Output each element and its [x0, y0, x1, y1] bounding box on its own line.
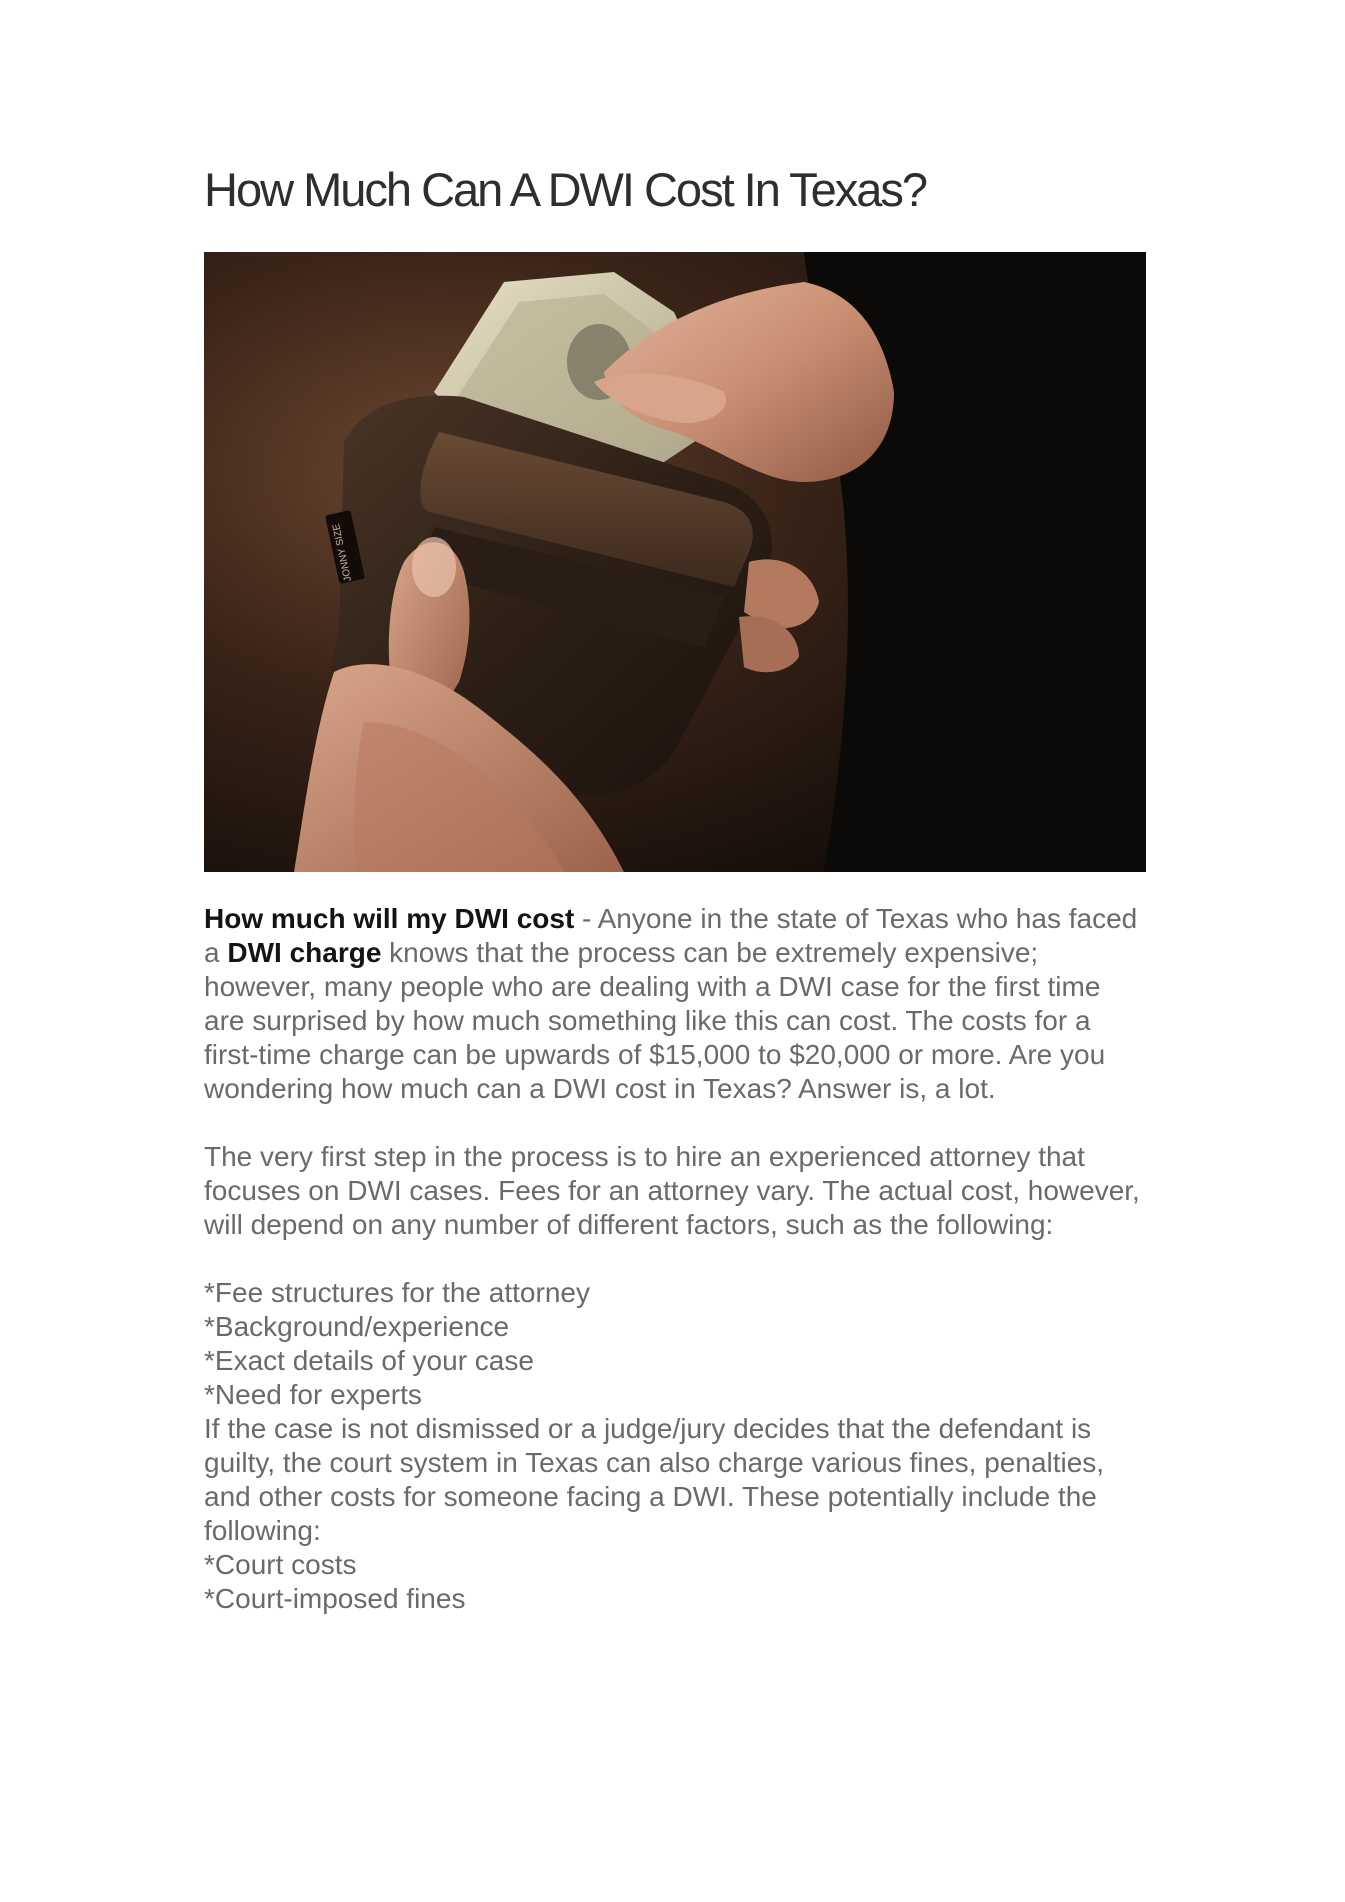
- dwi-charge-link[interactable]: DWI charge: [227, 937, 382, 968]
- list-item: *Need for experts: [204, 1379, 422, 1410]
- list-item: *Fee structures for the attorney: [204, 1277, 590, 1308]
- intro-separator: - Anyone in the state of Texas who has faced a: [204, 903, 1138, 968]
- list-item: *Background/experience: [204, 1311, 510, 1342]
- court-paragraph: If the case is not dismissed or a judge/jury decides that the defendant is guilty, the court system in Texas can also charge various fines, penalties, and other costs for someone facing a DWI. These potentially include the following:: [204, 1413, 1105, 1546]
- article-body: [204, 902, 1144, 1616]
- list-item: *Court-imposed fines: [204, 1583, 466, 1614]
- attorney-paragraph: The very first step in the process is to hire an experienced attorney that focuses on DWI cases. Fees for an attorney vary. The actual cost, however, will depend on any number of different factors, such as the following:: [204, 1141, 1140, 1240]
- list-item: *Court costs: [204, 1549, 357, 1580]
- factors-list: [204, 1276, 1144, 1616]
- wallet-tag-label: JONNY SIZE: [331, 522, 355, 583]
- intro-rest: knows that the process can be extremely expensive; however, many people who are dealing with a DWI case for the first time are surprised by how much something like this can cost. The costs for a first-time charge can be upwards of $15,000 to $20,000 or more. Are you wondering how much can a DWI cost in Texas? Answer is, a lot.: [204, 937, 1106, 1104]
- list-item: *Exact details of your case: [204, 1345, 534, 1376]
- page-title: How Much Can A DWI Cost In Texas?: [204, 163, 927, 216]
- wallet-photo: [204, 252, 1146, 872]
- intro-lead: How much will my DWI cost: [204, 903, 575, 934]
- intro-paragraph: [204, 902, 1144, 1106]
